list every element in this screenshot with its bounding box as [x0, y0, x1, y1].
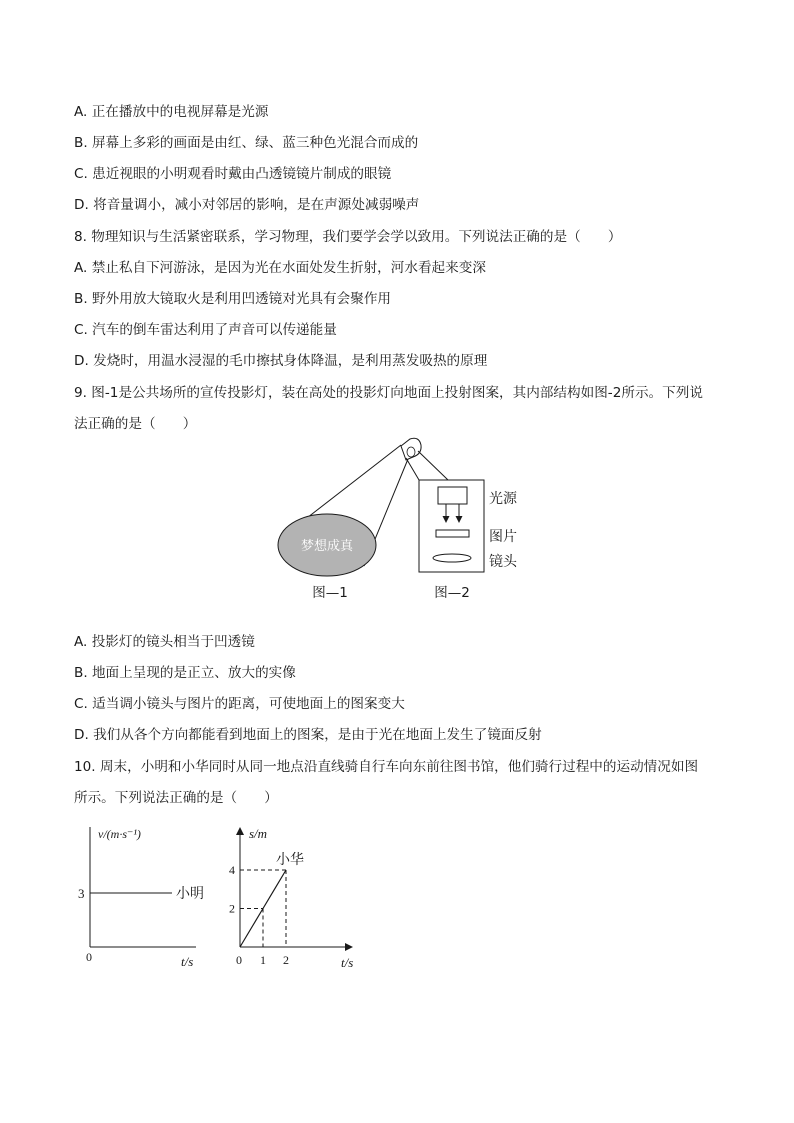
label-lens: 镜头	[489, 554, 517, 570]
label-picture: 图片	[489, 529, 517, 545]
zoom-line-right	[418, 451, 448, 480]
q9-option-b: B. 地面上呈现的是正立、放大的实像	[74, 665, 296, 681]
st-origin-label: 0	[236, 953, 242, 967]
q10-stem-line2: 所示。下列说法正确的是（ ）	[74, 790, 278, 806]
st-series-line-xiaohua	[240, 870, 286, 947]
st-x-axis-label: t/s	[341, 955, 354, 970]
q9-stem-line1: 9. 图-1是公共场所的宣传投影灯，装在高处的投影灯向地面上投射图案，其内部结构如图-2所示。下列说	[74, 385, 703, 401]
q8-option-a: A. 禁止私自下河游泳，是因为光在水面处发生折射，河水看起来变深	[74, 260, 486, 276]
vt-x-axis-label: t/s	[181, 954, 194, 969]
zoom-line-left	[406, 458, 419, 480]
figure-caption-2: 图—2	[434, 585, 470, 601]
q7-option-d: D. 将音量调小，减小对邻居的影响，是在声源处减弱噪声	[74, 197, 420, 213]
vt-y-tick-label: 3	[78, 886, 85, 901]
projector-figure	[270, 436, 530, 606]
st-series-label-xiaohua: 小华	[276, 852, 304, 868]
picture-slide	[436, 530, 469, 537]
q7-option-b: B. 屏幕上多彩的画面是由红、绿、蓝三种色光混合而成的	[74, 135, 419, 151]
pattern-text: 梦想成真	[300, 539, 354, 554]
q7-option-c: C. 患近视眼的小明观看时戴由凸透镜镜片制成的眼镜	[74, 166, 392, 182]
st-y-tick-label: 4	[229, 863, 235, 877]
q10-stem-line1: 10. 周末，小明和小华同时从同一地点沿直线骑自行车向东前往图书馆，他们骑行过程中的运动情况如图	[74, 759, 699, 775]
velocity-time-chart	[70, 820, 220, 972]
vt-origin-label: 0	[86, 950, 92, 964]
q9-option-c: C. 适当调小镜头与图片的距离，可使地面上的图案变大	[74, 696, 405, 712]
st-x-tick-label: 1	[260, 953, 266, 967]
lens-ellipse	[433, 554, 471, 562]
vt-series-label-xiaoming: 小明	[176, 886, 204, 902]
q8-stem: 8. 物理知识与生活紧密联系，学习物理，我们要学会学以致用。下列说法正确的是（ ）	[74, 229, 622, 245]
figure-caption-1: 图—1	[312, 585, 348, 601]
distance-time-chart	[222, 820, 368, 972]
label-light-source: 光源	[489, 491, 517, 507]
q9-option-d: D. 我们从各个方向都能看到地面上的图案，是由于光在地面上发生了镜面反射	[74, 727, 542, 743]
light-cone-upper-edge	[303, 445, 401, 521]
vt-y-axis-label: v/(m·s⁻¹)	[98, 827, 141, 841]
q9-option-a: A. 投影灯的镜头相当于凹透镜	[74, 634, 255, 650]
st-x-tick-label: 2	[283, 953, 289, 967]
st-y-tick-label: 2	[229, 901, 235, 916]
q9-stem-line2: 法正确的是（ ）	[74, 416, 197, 432]
q7-option-a: A. 正在播放中的电视屏幕是光源	[74, 104, 269, 120]
q8-option-b: B. 野外用放大镜取火是利用凹透镜对光具有会聚作用	[74, 291, 392, 307]
q8-option-c: C. 汽车的倒车雷达利用了声音可以传递能量	[74, 322, 337, 338]
light-source-box	[438, 487, 467, 504]
st-y-axis-label: s/m	[249, 826, 268, 841]
q8-option-d: D. 发烧时，用温水浸湿的毛巾擦拭身体降温，是利用蒸发吸热的原理	[74, 353, 488, 369]
